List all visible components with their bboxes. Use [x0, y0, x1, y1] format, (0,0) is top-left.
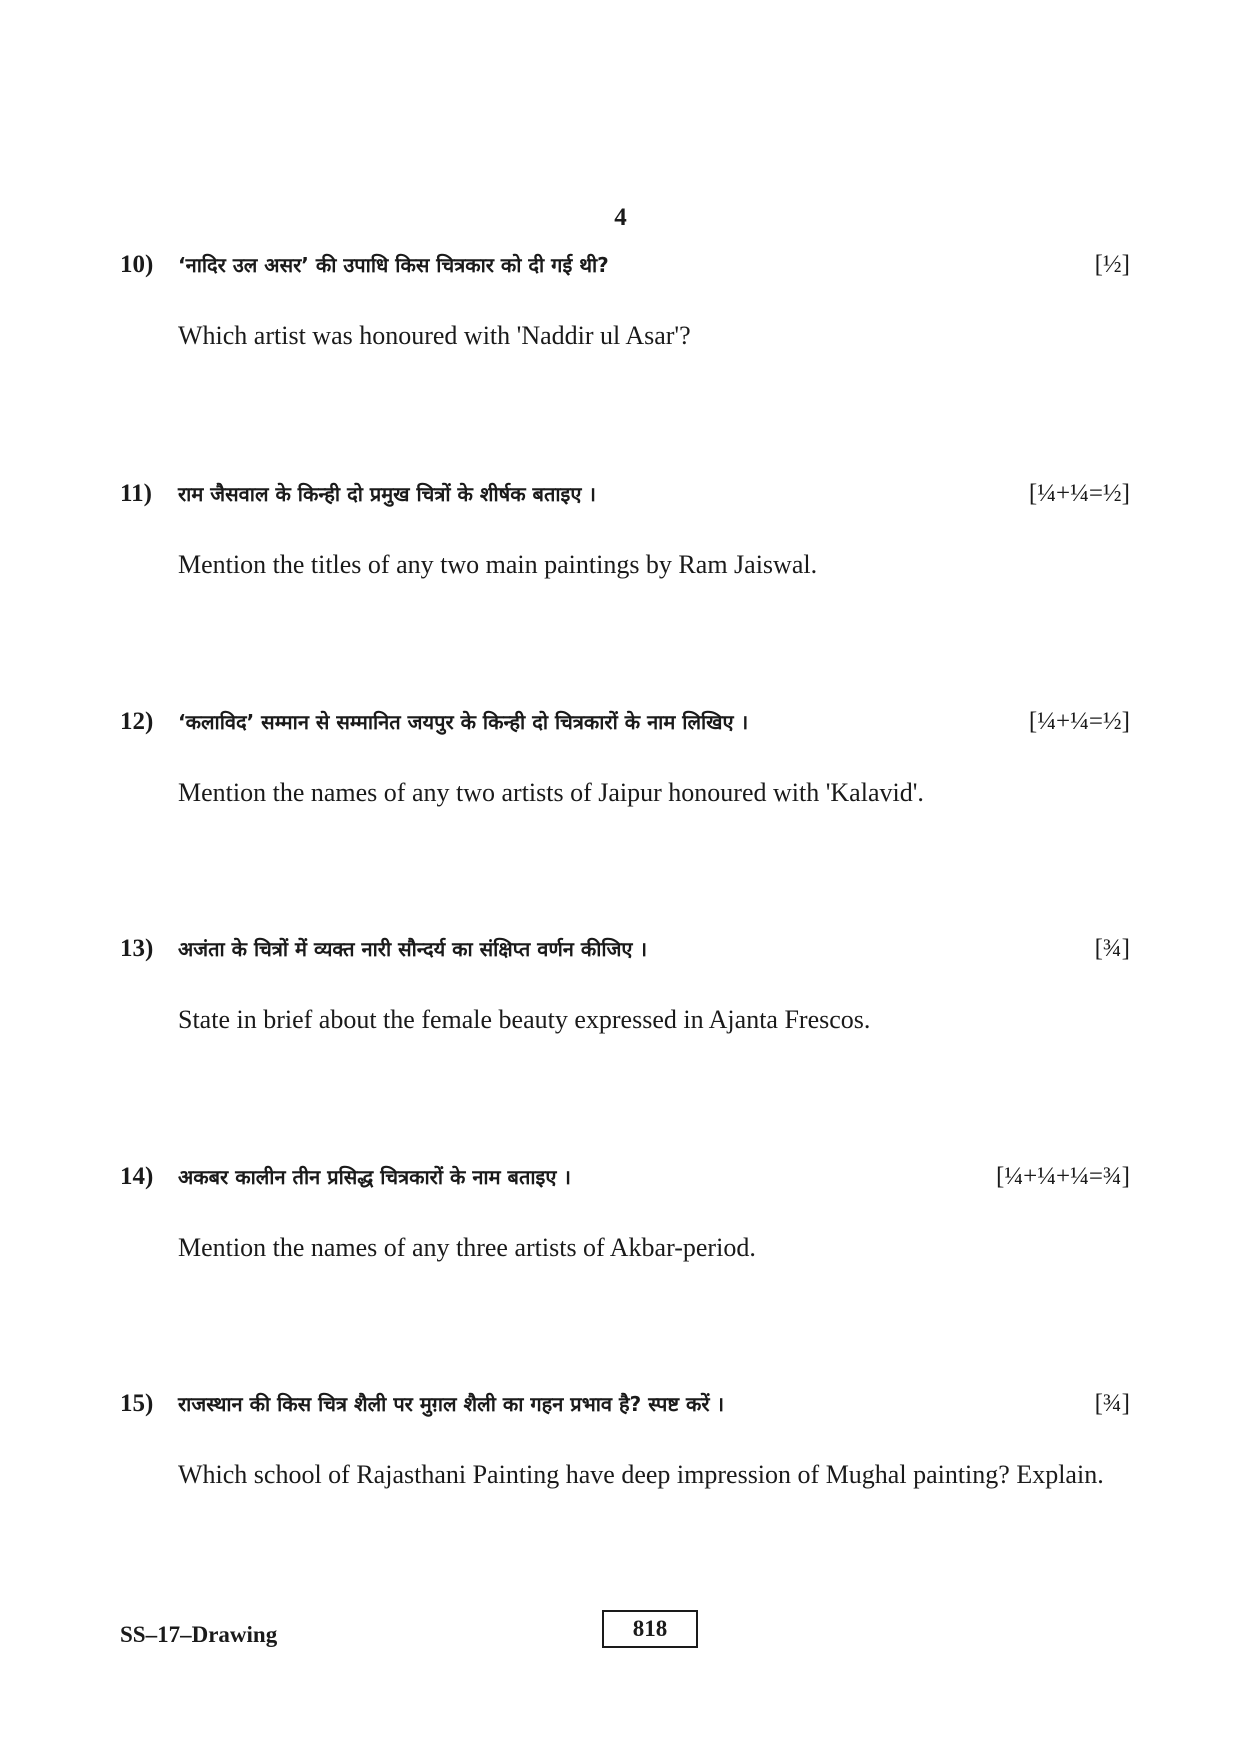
question-text-hindi: राजस्थान की किस चित्र शैली पर मुग़ल शैली का गहन प्रभाव है? स्पष्ट करें । [178, 1392, 725, 1416]
question-text-english: Which artist was honoured with 'Naddir ul Asar'? [178, 321, 691, 350]
question-number: 12) [120, 708, 154, 735]
question-number: 11) [120, 480, 152, 507]
question-header [120, 702, 1130, 742]
question-number: 14) [120, 1163, 154, 1190]
question-marks: [¼+¼=½] [1028, 480, 1130, 507]
question-marks: [¼+¼=½] [1028, 708, 1130, 735]
question-12 [120, 702, 1130, 811]
footer-paper-code: SS–17–Drawing [120, 1622, 278, 1647]
question-number: 15) [120, 1390, 154, 1417]
question-13 [120, 929, 1130, 1038]
question-marks: [¾] [1094, 935, 1130, 962]
question-text-hindi: ‘कलाविद’ सम्मान से सम्मानित जयपुर के किन्ही दो चित्रकारों के नाम लिखिए । [178, 710, 749, 734]
question-text-english: Mention the names of any three artists of Akbar-period. [178, 1233, 756, 1262]
question-header [120, 1157, 1130, 1197]
question-marks: [½] [1094, 251, 1130, 278]
question-text-hindi: अकबर कालीन तीन प्रसिद्ध चित्रकारों के नाम बताइए । [178, 1165, 571, 1189]
question-text-english: Mention the names of any two artists of Jaipur honoured with 'Kalavid'. [178, 778, 924, 807]
question-text-hindi: ‘नादिर उल असर’ की उपाधि किस चित्रकार को दी गई थी? [178, 253, 609, 277]
question-header [120, 474, 1130, 514]
question-text-english: Which school of Rajasthani Painting have deep impression of Mughal painting? Explain. [178, 1460, 1104, 1489]
question-number: 10) [120, 251, 154, 278]
question-11 [120, 474, 1130, 583]
question-text-hindi: अजंता के चित्रों में व्यक्त नारी सौन्दर्य का संक्षिप्त वर्णन कीजिए । [178, 937, 648, 961]
question-text-english: Mention the titles of any two main paintings by Ram Jaiswal. [178, 550, 818, 579]
question-14 [120, 1157, 1130, 1266]
question-text-hindi: राम जैसवाल के किन्ही दो प्रमुख चित्रों के शीर्षक बताइए । [178, 482, 596, 506]
question-15 [120, 1384, 1130, 1493]
question-header [120, 245, 1130, 285]
footer-page-code-box: 818 [602, 1610, 698, 1648]
question-10 [120, 245, 1130, 354]
page-number: 4 [614, 204, 627, 231]
question-header [120, 1384, 1130, 1424]
question-marks: [¼+¼+¼=¾] [996, 1163, 1130, 1190]
question-number: 13) [120, 935, 154, 962]
question-marks: [¾] [1094, 1390, 1130, 1417]
question-header [120, 929, 1130, 969]
question-text-english: State in brief about the female beauty expressed in Ajanta Frescos. [178, 1005, 871, 1034]
